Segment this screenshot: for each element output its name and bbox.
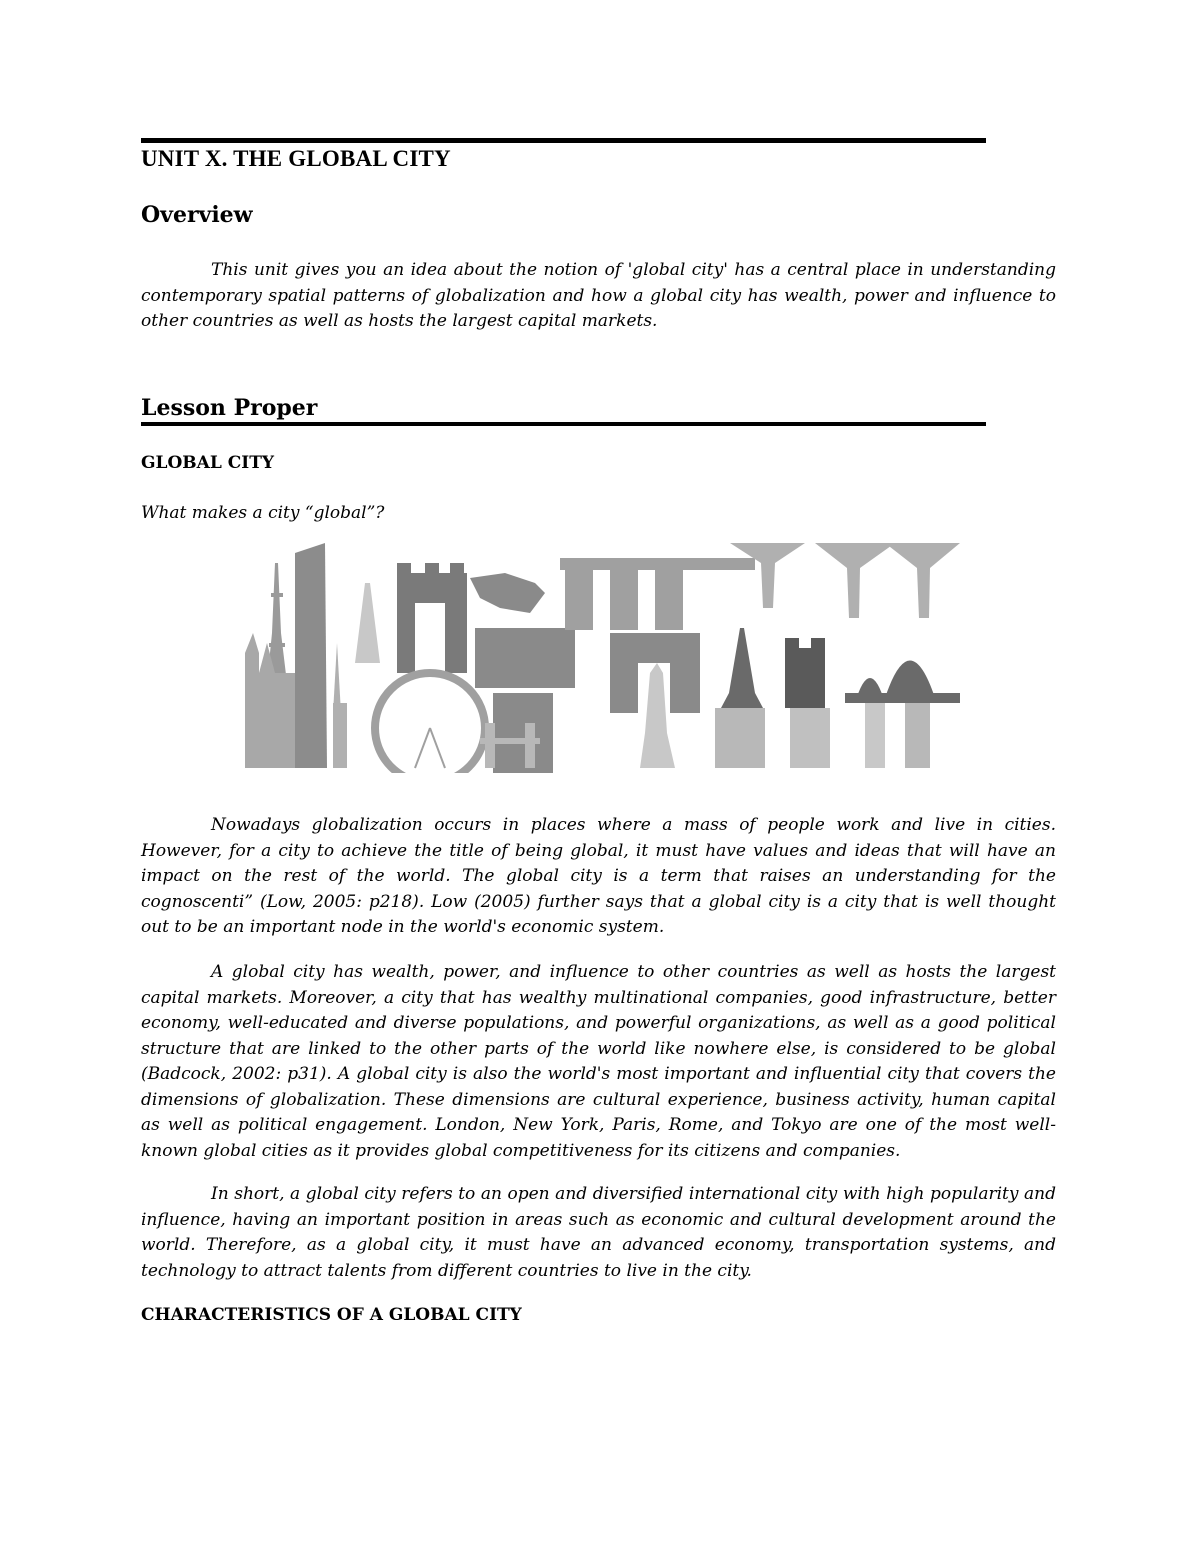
global-city-heading: GLOBAL CITY	[141, 453, 274, 473]
overview-heading: Overview	[141, 202, 253, 228]
lesson-proper-heading: Lesson Proper	[141, 395, 318, 421]
body-paragraph-3: In short, a global city refers to an open and diversified international city with high popularity and influence, having an important position in areas such as economic and cultural development around the world. Therefore, as a global city, it must have an advanced economy, transportation systems, and technology to attract talents from different countries to live in the city.	[141, 1184, 1056, 1281]
body-paragraph-1: Nowadays globalization occurs in places where a mass of people work and live in cities. However, for a city to achieve the title of being global, it must have values and ideas that will have an impact on the rest of the world. The global city is a term that raises an understanding for the cognoscenti” (Low, 2005: p218). Low (2005) further says that a global city is a city that is well thought out to be an important node in the world's economic system.	[141, 815, 1056, 937]
characteristics-heading: CHARACTERISTICS OF A GLOBAL CITY	[141, 1305, 522, 1325]
question-text: What makes a city “global”?	[141, 503, 385, 523]
body-paragraph-2: A global city has wealth, power, and influence to other countries as well as hosts the largest capital markets. Moreover, a city that has wealthy multinational companies, good infrastructure, better economy, well-educated and diverse populations, and powerful organizations, as well as a good political structure that are linked to the other parts of the world like nowhere else, is considered to be global (Badcock, 2002: p31). A global city is also the world's most important and influential city that covers the dimensions of globalization. These dimensions are cultural experience, business activity, human capital as well as political engagement. London, New York, Paris, Rome, and Tokyo are one of the most well-known global cities as it provides global competitiveness for its citizens and companies.	[141, 962, 1056, 1161]
lesson-rule	[141, 422, 986, 426]
title-top-rule	[141, 138, 986, 143]
overview-paragraph: This unit gives you an idea about the notion of 'global city' has a central place in understanding contemporary spatial patterns of globalization and how a global city has wealth, power and influence to other countries as well as hosts the largest capital markets.	[141, 260, 1056, 331]
city-skyline-illustration	[245, 543, 960, 773]
unit-title: UNIT X. THE GLOBAL CITY	[141, 146, 451, 171]
